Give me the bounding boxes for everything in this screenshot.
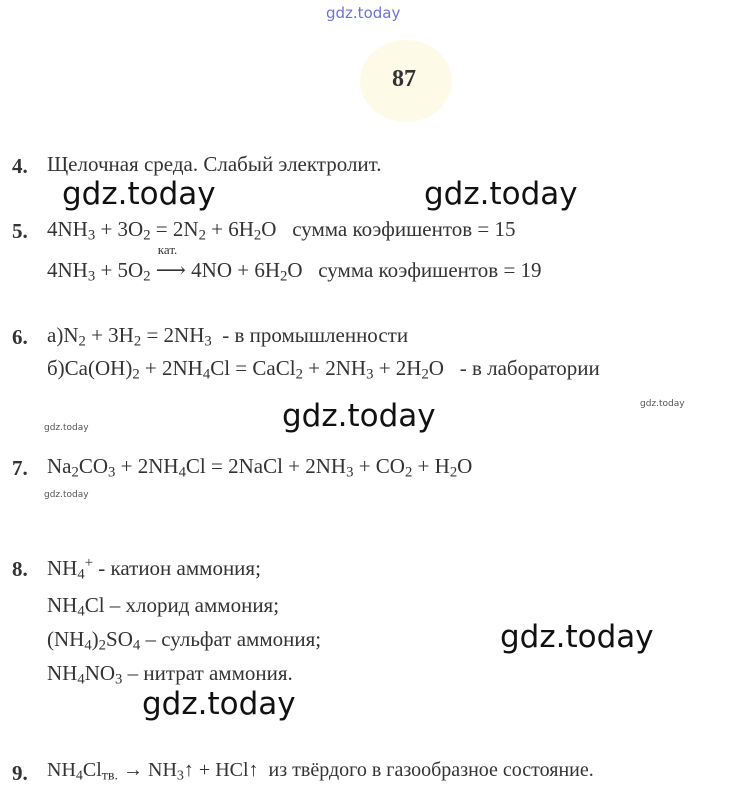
watermark: gdz.today <box>142 686 296 722</box>
catalyst-label: кат. <box>157 242 178 257</box>
watermark-top: gdz.today <box>326 4 401 22</box>
item-5-sum-1: сумма коэфишентов = 15 <box>292 217 516 241</box>
watermark: gdz.today <box>282 398 436 434</box>
item-number-5: 5. <box>12 219 28 243</box>
item-number-4: 4. <box>12 154 28 178</box>
watermark: gdz.today <box>62 176 216 212</box>
item-4-text: Щелочная среда. Слабый электролит. <box>47 152 382 176</box>
item-number-8: 8. <box>12 557 28 581</box>
watermark: gdz.today <box>500 619 654 655</box>
item-8-ammonium-sulfate: – сульфат аммония; <box>145 627 322 651</box>
item-6-note-a: - в промышленности <box>222 323 409 347</box>
item-6-note-b: - в лаборатории <box>459 356 600 380</box>
item-5-sum-2: сумма коэфишентов = 19 <box>318 258 542 282</box>
item-8-line-4: $NH_4NO_3$ – нитрат аммония. <box>47 661 293 688</box>
item-9-equation: $NH_4Cl_{тв.}$ → $NH_3↑$ + HCl↑ из твёрдого в газообразное состояние. <box>47 759 594 784</box>
item-8-line-1: $NH_4^+$ - катион аммония; <box>47 555 261 583</box>
watermark-small: gdz.today <box>44 490 89 500</box>
item-number-6: 6. <box>12 325 28 349</box>
item-5-equation-1: $4NH_3 + 3O_2 = 2N_2 + 6H_2O$ сумма коэфишентов = 15 <box>47 217 516 244</box>
item-7-equation: $Na_2CO_3 + 2NH_4Cl$ = 2NaCl + $2NH_3 + CO_2 + H_2O$ <box>47 454 473 481</box>
item-8-ammonium-chloride: – хлорид аммония; <box>109 593 280 617</box>
item-number-9: 9. <box>12 761 28 785</box>
item-6-equation-a: $а)N_2 + 3H_2 = 2NH_3 - в$ промышленности <box>47 323 409 350</box>
watermark: gdz.today <box>424 176 578 212</box>
item-8-line-3: $(NH_4)_2SO_4$ – сульфат аммония; <box>47 627 322 654</box>
watermark-small: gdz.today <box>44 423 89 433</box>
item-6-equation-b: $б)Ca(OH)_2 + 2NH_4Cl$ = CaCl$_2$ + $2NH_3 + 2H_2O - в$ лаборатории <box>47 356 600 383</box>
item-8-line-2: $NH_4Cl$ – хлорид аммония; <box>47 593 280 620</box>
item-8-ammonium-cation: - катион аммония; <box>98 556 261 580</box>
watermark-small: gdz.today <box>640 399 685 409</box>
page-number: 87 <box>392 66 416 92</box>
item-5-equation-2: $4NH_3 + 5O_2$ кат. ⟶ $4NO + 6H_2O$ сумма коэфишентов = 19 <box>47 242 542 285</box>
catalyst-arrow: кат. ⟶ <box>155 242 186 282</box>
item-9-note: из твёрдого в газообразное состояние. <box>268 759 594 781</box>
item-number-7: 7. <box>12 456 28 480</box>
item-8-ammonium-nitrate: – нитрат аммония. <box>127 661 293 685</box>
